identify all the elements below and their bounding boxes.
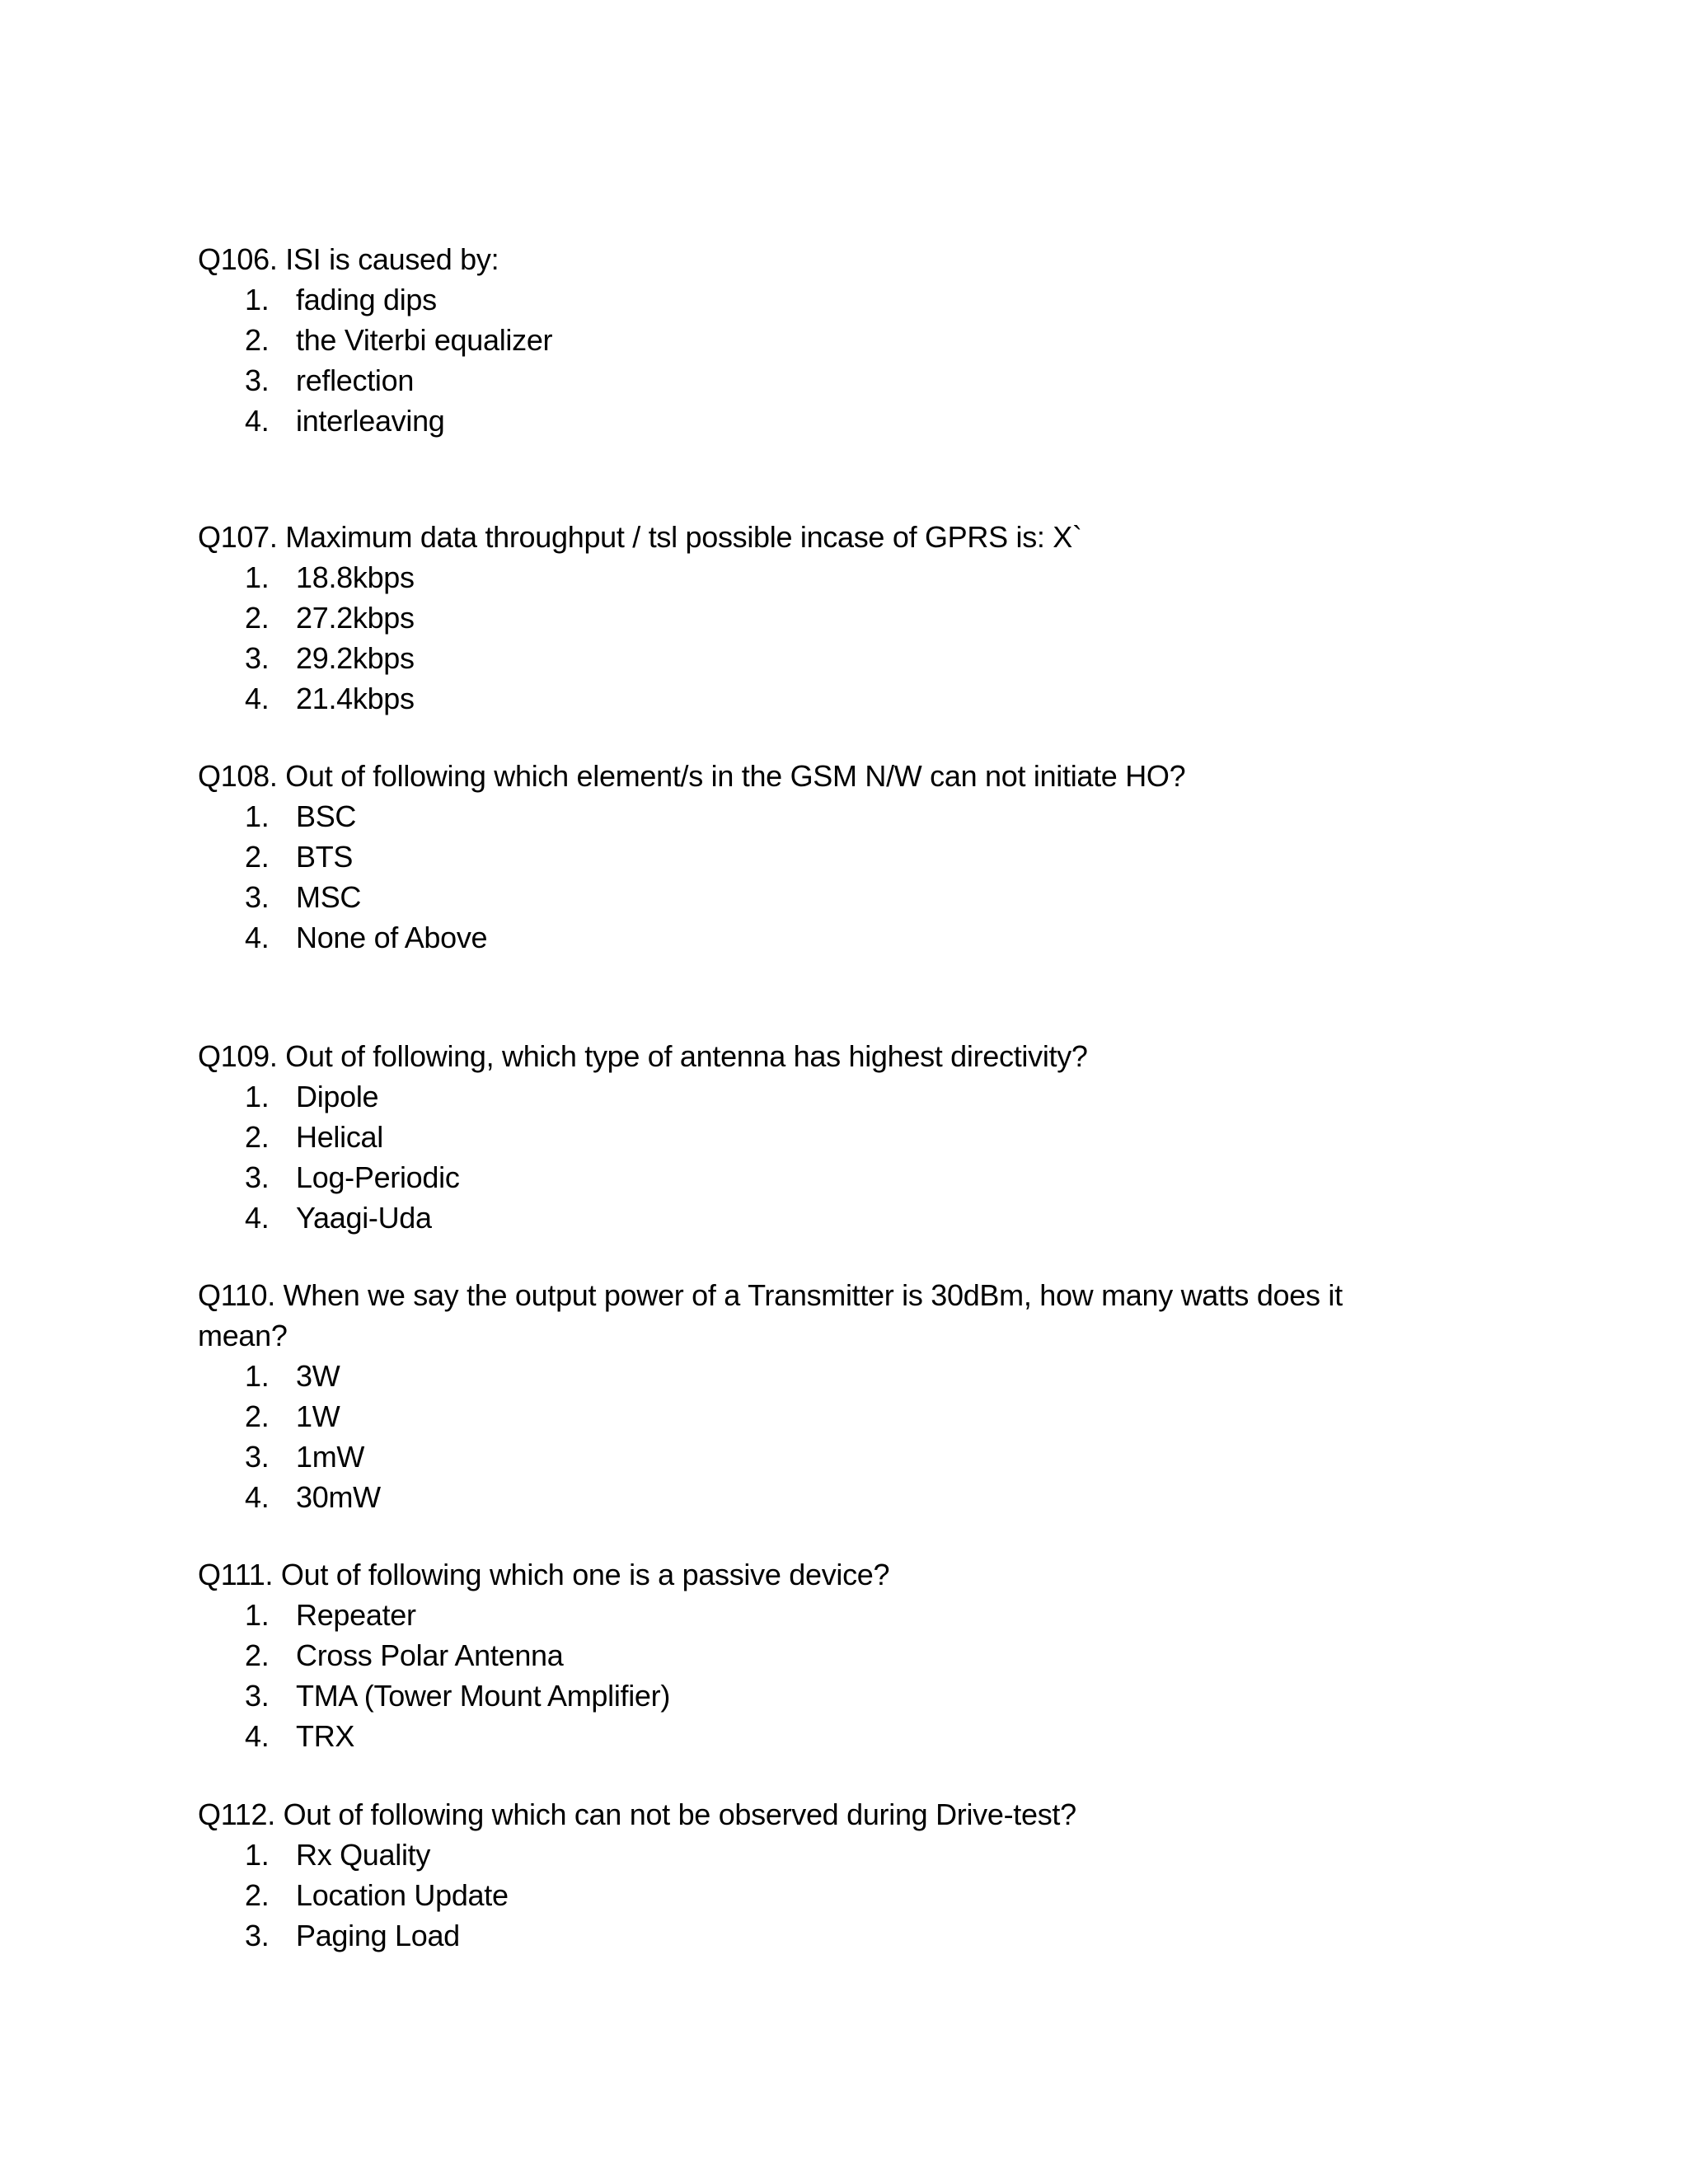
option-number: 1. — [245, 283, 270, 316]
option-text: the Viterbi equalizer — [296, 323, 553, 357]
option-text: BSC — [296, 799, 357, 833]
option-item — [198, 1716, 1434, 1756]
option-number: 1. — [245, 560, 270, 594]
option-item — [198, 877, 1434, 917]
option-item — [198, 1117, 1434, 1157]
option-item — [198, 1197, 1434, 1238]
option-number: 1. — [245, 1598, 270, 1632]
option-number: 3. — [245, 1919, 270, 1952]
option-text: BTS — [296, 840, 354, 874]
question-text: Q110. When we say the output power of a Transmitter is 30dBm, how many watts does it mean? — [198, 1278, 1343, 1352]
option-item — [198, 320, 1434, 360]
option-item — [198, 598, 1434, 638]
option-number: 4. — [245, 1480, 270, 1514]
option-text: Repeater — [296, 1598, 416, 1632]
question-text: Q108. Out of following which element/s in the GSM N/W can not initiate HO? — [198, 759, 1186, 793]
option-text: 3W — [296, 1359, 340, 1393]
option-item — [198, 1396, 1434, 1436]
option-item — [198, 1875, 1434, 1915]
option-text: TRX — [296, 1719, 355, 1753]
question-text: Q107. Maximum data throughput / tsl possible incase of GPRS is: X` — [198, 520, 1082, 554]
question-block — [198, 1036, 1434, 1238]
option-item — [198, 401, 1434, 441]
option-number: 3. — [245, 1160, 270, 1194]
option-text: Location Update — [296, 1878, 509, 1912]
option-item — [198, 1675, 1434, 1716]
option-number: 2. — [245, 601, 270, 635]
option-list — [198, 557, 1434, 719]
question-block — [198, 1554, 1434, 1756]
option-number: 2. — [245, 1120, 270, 1154]
option-item — [198, 1436, 1434, 1477]
option-text: 18.8kbps — [296, 560, 415, 594]
question-block — [198, 1794, 1434, 1956]
option-text: None of Above — [296, 921, 488, 954]
option-text: 30mW — [296, 1480, 381, 1514]
option-number: 2. — [245, 1878, 270, 1912]
option-number: 2. — [245, 1638, 270, 1672]
option-item — [198, 279, 1434, 320]
option-list — [198, 796, 1434, 958]
option-text: Paging Load — [296, 1919, 460, 1952]
option-number: 3. — [245, 363, 270, 397]
option-text: Yaagi-Uda — [296, 1201, 432, 1235]
option-number: 1. — [245, 1359, 270, 1393]
option-number: 3. — [245, 641, 270, 675]
option-item — [198, 1477, 1434, 1517]
option-item — [198, 837, 1434, 877]
option-text: 27.2kbps — [296, 601, 415, 635]
option-list — [198, 1835, 1434, 1956]
option-item — [198, 1356, 1434, 1396]
option-number: 1. — [245, 1838, 270, 1872]
option-text: interleaving — [296, 404, 445, 438]
option-item — [198, 1835, 1434, 1875]
question-block — [198, 239, 1434, 441]
question-block — [198, 517, 1434, 719]
option-text: Log-Periodic — [296, 1160, 460, 1194]
option-text: 21.4kbps — [296, 682, 415, 715]
question-text: Q106. ISI is caused by: — [198, 242, 499, 276]
question-text: Q112. Out of following which can not be observed during Drive-test? — [198, 1797, 1076, 1831]
question-text: Q109. Out of following, which type of antenna has highest directivity? — [198, 1039, 1088, 1073]
option-number: 3. — [245, 1440, 270, 1474]
option-list — [198, 279, 1434, 441]
option-number: 4. — [245, 1201, 270, 1235]
option-number: 4. — [245, 404, 270, 438]
option-number: 3. — [245, 880, 270, 914]
option-number: 4. — [245, 682, 270, 715]
question-block — [198, 756, 1434, 958]
option-text: TMA (Tower Mount Amplifier) — [296, 1679, 671, 1713]
option-item — [198, 557, 1434, 598]
option-number: 3. — [245, 1679, 270, 1713]
option-item — [198, 1635, 1434, 1675]
option-item — [198, 360, 1434, 401]
question-text: Q111. Out of following which one is a passive device? — [198, 1558, 890, 1591]
option-item — [198, 796, 1434, 837]
option-list — [198, 1076, 1434, 1238]
option-text: Cross Polar Antenna — [296, 1638, 564, 1672]
option-list — [198, 1356, 1434, 1517]
option-list — [198, 1595, 1434, 1756]
option-text: MSC — [296, 880, 362, 914]
option-text: reflection — [296, 363, 415, 397]
option-item — [198, 917, 1434, 958]
option-number: 4. — [245, 1719, 270, 1753]
option-text: 1W — [296, 1399, 340, 1433]
option-number: 2. — [245, 323, 270, 357]
option-text: fading dips — [296, 283, 437, 316]
option-item — [198, 1595, 1434, 1635]
option-text: 1mW — [296, 1440, 365, 1474]
option-number: 4. — [245, 921, 270, 954]
option-text: Rx Quality — [296, 1838, 431, 1872]
option-item — [198, 1076, 1434, 1117]
question-block — [198, 1275, 1434, 1517]
option-number: 1. — [245, 1080, 270, 1113]
option-item — [198, 678, 1434, 719]
option-text: 29.2kbps — [296, 641, 415, 675]
option-number: 2. — [245, 840, 270, 874]
option-number: 1. — [245, 799, 270, 833]
option-text: Dipole — [296, 1080, 379, 1113]
option-item — [198, 1157, 1434, 1197]
option-number: 2. — [245, 1399, 270, 1433]
option-item — [198, 638, 1434, 678]
option-item — [198, 1915, 1434, 1956]
option-text: Helical — [296, 1120, 383, 1154]
